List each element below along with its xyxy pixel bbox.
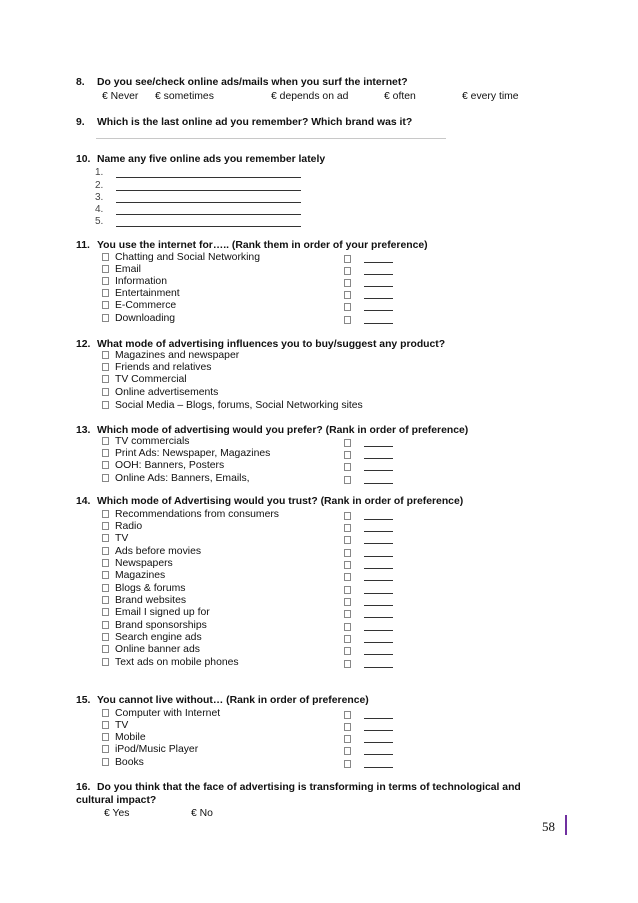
q10-answer-line[interactable] <box>116 177 301 178</box>
rank-blank[interactable] <box>364 458 393 459</box>
q14-item[interactable]: Email I signed up for <box>102 607 210 620</box>
q14-item[interactable]: Text ads on mobile phones <box>102 657 239 670</box>
rank-blank[interactable] <box>364 543 393 544</box>
rank-checkbox-icon[interactable] <box>344 255 351 263</box>
q8-option-sometimes[interactable]: € sometimes <box>155 91 214 102</box>
q14-item[interactable]: TV <box>102 533 128 546</box>
checkbox-icon[interactable] <box>102 571 109 579</box>
rank-blank[interactable] <box>364 580 393 581</box>
rank-checkbox-icon[interactable] <box>344 647 351 655</box>
checkbox-icon[interactable] <box>102 758 109 766</box>
checkbox-icon[interactable] <box>102 510 109 518</box>
rank-checkbox-icon[interactable] <box>344 303 351 311</box>
rank-checkbox-icon[interactable] <box>344 549 351 557</box>
q13-item[interactable]: Online Ads: Banners, Emails, <box>102 473 250 486</box>
rank-checkbox-icon[interactable] <box>344 635 351 643</box>
checkbox-icon[interactable] <box>102 289 109 297</box>
question-8: 8. Do you see/check online ads/mails when you surf the internet? <box>76 77 408 88</box>
q14-item[interactable]: Brand sponsorships <box>102 620 207 633</box>
q15-item[interactable]: TV <box>102 720 128 733</box>
q10-answer-line[interactable] <box>116 214 301 215</box>
rank-blank[interactable] <box>364 605 393 606</box>
q14-item[interactable]: Brand websites <box>102 595 186 608</box>
checkbox-icon[interactable] <box>102 633 109 641</box>
rank-blank[interactable] <box>364 630 393 631</box>
rank-blank[interactable] <box>364 286 393 287</box>
q10-index: 4. <box>95 204 104 215</box>
q13-item[interactable]: OOH: Banners, Posters <box>102 460 224 473</box>
question-15: 15. You cannot live without… (Rank in order of preference) <box>76 695 369 706</box>
q8-option-every-time[interactable]: € every time <box>462 91 519 102</box>
rank-blank[interactable] <box>364 262 393 263</box>
q12-item[interactable]: Online advertisements <box>102 387 218 400</box>
q15-item[interactable]: Books <box>102 757 144 770</box>
rank-blank[interactable] <box>364 593 393 594</box>
checkbox-icon[interactable] <box>102 709 109 717</box>
q10-index: 2. <box>95 180 104 191</box>
checkbox-icon[interactable] <box>102 461 109 469</box>
q14-item[interactable]: Blogs & forums <box>102 583 185 596</box>
rank-blank[interactable] <box>364 446 393 447</box>
q10-answer-line[interactable] <box>116 190 301 191</box>
q8-option-often[interactable]: € often <box>384 91 416 102</box>
rank-blank[interactable] <box>364 730 393 731</box>
q11-item[interactable]: E-Commerce <box>102 300 176 313</box>
rank-checkbox-icon[interactable] <box>344 451 351 459</box>
q15-item[interactable]: Computer with Internet <box>102 708 220 721</box>
question-16: 16. Do you think that the face of advertising is transforming in terms of technological and cultural impact? <box>76 782 521 806</box>
rank-blank[interactable] <box>364 617 393 618</box>
checkbox-icon[interactable] <box>102 733 109 741</box>
checkbox-icon[interactable] <box>102 351 109 359</box>
checkbox-icon[interactable] <box>102 375 109 383</box>
rank-checkbox-icon[interactable] <box>344 463 351 471</box>
rank-checkbox-icon[interactable] <box>344 279 351 287</box>
checkbox-icon[interactable] <box>102 522 109 530</box>
rank-blank[interactable] <box>364 470 393 471</box>
question-13: 13. Which mode of advertising would you prefer? (Rank in order of preference) <box>76 425 469 436</box>
q16-option-no[interactable]: € No <box>191 808 213 819</box>
q14-item[interactable]: Recommendations from consumers <box>102 509 279 522</box>
q14-item[interactable]: Online banner ads <box>102 644 200 657</box>
q15-item[interactable]: iPod/Music Player <box>102 744 198 757</box>
rank-checkbox-icon[interactable] <box>344 476 351 484</box>
rank-blank[interactable] <box>364 298 393 299</box>
checkbox-icon[interactable] <box>102 265 109 273</box>
q12-item[interactable]: Magazines and newspaper <box>102 350 239 363</box>
rank-blank[interactable] <box>364 767 393 768</box>
rank-checkbox-icon[interactable] <box>344 573 351 581</box>
checkbox-icon[interactable] <box>102 314 109 322</box>
checkbox-icon[interactable] <box>102 401 109 409</box>
q12-item[interactable]: Friends and relatives <box>102 362 211 375</box>
rank-blank[interactable] <box>364 531 393 532</box>
checkbox-icon[interactable] <box>102 621 109 629</box>
q10-answer-line[interactable] <box>116 226 301 227</box>
q11-item[interactable]: Entertainment <box>102 288 180 301</box>
q13-item[interactable]: Print Ads: Newspaper, Magazines <box>102 448 270 461</box>
q14-item[interactable]: Radio <box>102 521 142 534</box>
q11-item[interactable]: Email <box>102 264 141 277</box>
rank-blank[interactable] <box>364 310 393 311</box>
checkbox-icon[interactable] <box>102 559 109 567</box>
rank-checkbox-icon[interactable] <box>344 735 351 743</box>
checkbox-icon[interactable] <box>102 596 109 604</box>
page-number-divider <box>565 815 567 835</box>
rank-checkbox-icon[interactable] <box>344 586 351 594</box>
checkbox-icon[interactable] <box>102 388 109 396</box>
rank-blank[interactable] <box>364 654 393 655</box>
rank-blank[interactable] <box>364 754 393 755</box>
page-number: 58 <box>542 819 555 834</box>
rank-blank[interactable] <box>364 718 393 719</box>
rank-checkbox-icon[interactable] <box>344 316 351 324</box>
question-10: 10. Name any five online ads you remember lately <box>76 154 326 165</box>
q10-index: 1. <box>95 167 104 178</box>
q9-answer-line[interactable] <box>96 138 446 139</box>
checkbox-icon[interactable] <box>102 645 109 653</box>
rank-checkbox-icon[interactable] <box>344 524 351 532</box>
question-11: 11. You use the internet for….. (Rank them in order of your preference) <box>76 240 428 251</box>
rank-blank[interactable] <box>364 274 393 275</box>
rank-checkbox-icon[interactable] <box>344 660 351 668</box>
rank-blank[interactable] <box>364 667 393 668</box>
question-9: 9. Which is the last online ad you remember? Which brand was it? <box>76 117 413 128</box>
checkbox-icon[interactable] <box>102 584 109 592</box>
checkbox-icon[interactable] <box>102 745 109 753</box>
checkbox-icon[interactable] <box>102 253 109 261</box>
checkbox-icon[interactable] <box>102 534 109 542</box>
rank-checkbox-icon[interactable] <box>344 598 351 606</box>
rank-blank[interactable] <box>364 323 393 324</box>
checkbox-icon[interactable] <box>102 547 109 555</box>
q8-option-never[interactable]: € Never <box>102 91 139 102</box>
q13-item[interactable]: TV commercials <box>102 436 189 449</box>
q11-item[interactable]: Downloading <box>102 313 175 326</box>
rank-checkbox-icon[interactable] <box>344 291 351 299</box>
q12-item[interactable]: Social Media – Blogs, forums, Social Networking sites <box>102 400 363 413</box>
question-12: 12. What mode of advertising influences you to buy/suggest any product? <box>76 339 446 350</box>
checkbox-icon[interactable] <box>102 449 109 457</box>
q14-item[interactable]: Newspapers <box>102 558 173 571</box>
rank-checkbox-icon[interactable] <box>344 623 351 631</box>
q10-answer-line[interactable] <box>116 202 301 203</box>
q11-item[interactable]: Chatting and Social Networking <box>102 252 260 265</box>
rank-checkbox-icon[interactable] <box>344 747 351 755</box>
rank-checkbox-icon[interactable] <box>344 512 351 520</box>
rank-blank[interactable] <box>364 568 393 569</box>
q12-item[interactable]: TV Commercial <box>102 374 187 387</box>
rank-blank[interactable] <box>364 483 393 484</box>
q14-item[interactable]: Search engine ads <box>102 632 202 645</box>
rank-blank[interactable] <box>364 642 393 643</box>
rank-checkbox-icon[interactable] <box>344 439 351 447</box>
q8-option-depends[interactable]: € depends on ad <box>271 91 349 102</box>
q16-option-yes[interactable]: € Yes <box>104 808 130 819</box>
rank-checkbox-icon[interactable] <box>344 561 351 569</box>
q10-index: 5. <box>95 216 104 227</box>
rank-checkbox-icon[interactable] <box>344 536 351 544</box>
rank-blank[interactable] <box>364 519 393 520</box>
checkbox-icon[interactable] <box>102 721 109 729</box>
rank-blank[interactable] <box>364 556 393 557</box>
q11-item[interactable]: Information <box>102 276 167 289</box>
q14-item[interactable]: Magazines <box>102 570 165 583</box>
q15-item[interactable]: Mobile <box>102 732 146 745</box>
q10-index: 3. <box>95 192 104 203</box>
checkbox-icon[interactable] <box>102 437 109 445</box>
rank-checkbox-icon[interactable] <box>344 267 351 275</box>
checkbox-icon[interactable] <box>102 608 109 616</box>
question-14: 14. Which mode of Advertising would you trust? (Rank in order of preference) <box>76 496 464 507</box>
q14-item[interactable]: Ads before movies <box>102 546 201 559</box>
rank-checkbox-icon[interactable] <box>344 760 351 768</box>
rank-blank[interactable] <box>364 742 393 743</box>
checkbox-icon[interactable] <box>102 363 109 371</box>
rank-checkbox-icon[interactable] <box>344 711 351 719</box>
rank-checkbox-icon[interactable] <box>344 610 351 618</box>
checkbox-icon[interactable] <box>102 277 109 285</box>
checkbox-icon[interactable] <box>102 474 109 482</box>
rank-checkbox-icon[interactable] <box>344 723 351 731</box>
checkbox-icon[interactable] <box>102 658 109 666</box>
checkbox-icon[interactable] <box>102 301 109 309</box>
